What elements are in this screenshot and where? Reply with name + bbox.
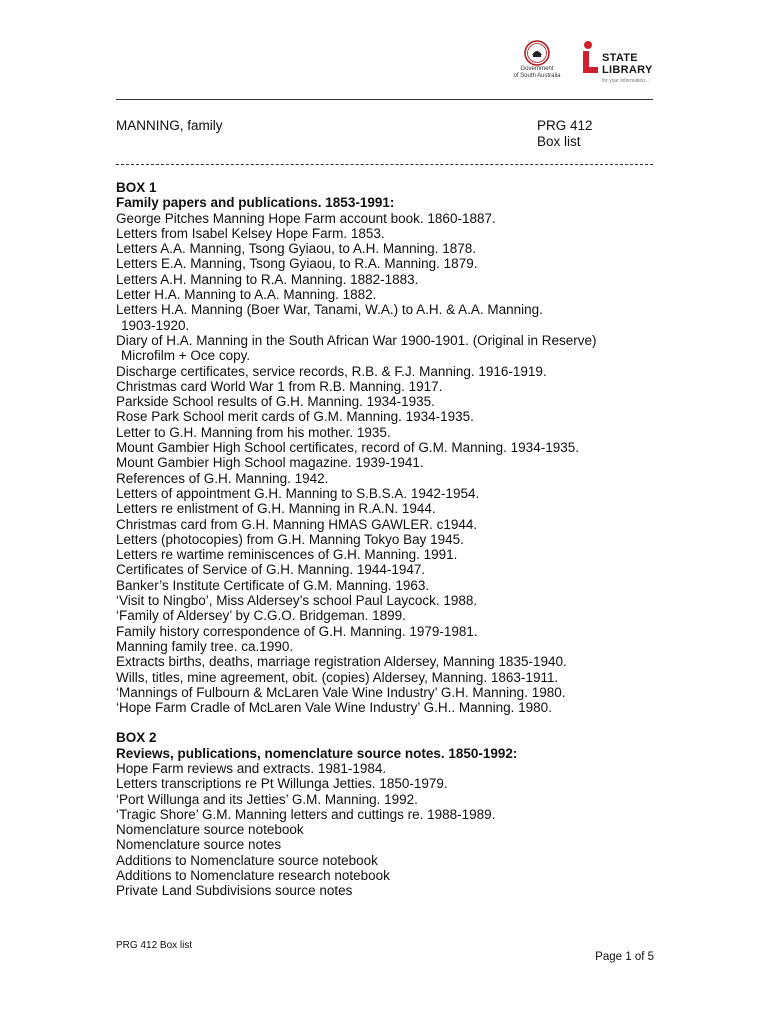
list-item: Additions to Nomenclature research notebook [116, 868, 390, 884]
state-badge-icon [524, 40, 550, 66]
list-item: Mount Gambier High School certificates, record of G.M. Manning. 1934-1935. [116, 440, 579, 456]
list-item: Additions to Nomenclature source notebook [116, 852, 378, 868]
list-item: Hope Farm reviews and extracts. 1981-1984. [116, 760, 387, 776]
list-item: ‘Hope Farm Cradle of McLaren Vale Wine Industry’ G.H.. Manning. 1980. [116, 700, 552, 716]
box-section [116, 180, 676, 715]
state-library-logo [578, 40, 670, 88]
series-number: PRG 412 [537, 118, 593, 133]
list-item: Mount Gambier High School magazine. 1939-1941. [116, 455, 424, 471]
list-item: 1903-1920. [121, 317, 190, 333]
box-title: Reviews, publications, nomenclature source notes. 1850-1992: [116, 745, 518, 761]
list-item: Letter to G.H. Manning from his mother. 1935. [116, 424, 391, 440]
list-item: ‘Visit to Ningbo’, Miss Aldersey’s school Paul Laycock. 1988. [116, 593, 478, 609]
list-item: ‘Tragic Shore’ G.M. Manning letters and cuttings re. 1988-1989. [116, 806, 496, 822]
list-item: Letter H.A. Manning to A.A. Manning. 1882. [116, 287, 377, 303]
list-item: ‘Family of Aldersey’ by C.G.O. Bridgeman. 1899. [116, 608, 406, 624]
gov-logo-line-1: Government [520, 66, 554, 72]
list-item: Letters of appointment G.H. Manning to S.B.S.A. 1942-1954. [116, 485, 480, 501]
list-item: Banker’s Institute Certificate of G.M. Manning. 1963. [116, 577, 430, 593]
list-item: Discharge certificates, service records, R.B. & F.J. Manning. 1916-1919. [116, 363, 547, 379]
library-logo-line-2: LIBRARY [602, 64, 653, 76]
list-item: Microfilm + Oce copy. [121, 348, 251, 364]
box-title: Family papers and publications. 1853-1991: [116, 195, 395, 211]
box-label: BOX 1 [116, 180, 157, 195]
series-block [537, 118, 593, 150]
list-item: Manning family tree. ca.1990. [116, 638, 294, 654]
box-label: BOX 2 [116, 730, 157, 746]
list-item: Christmas card from G.H. Manning HMAS GAWLER. c1944. [116, 516, 478, 532]
meta-divider [116, 164, 653, 165]
list-item: Christmas card World War 1 from R.B. Manning. 1917. [116, 378, 443, 394]
document-type: Box list [537, 134, 581, 149]
list-item: References of G.H. Manning. 1942. [116, 470, 329, 486]
list-item: Letters from Isabel Kelsey Hope Farm. 1853. [116, 225, 385, 241]
list-item: Letters re enlistment of G.H. Manning in R.A.N. 1944. [116, 501, 436, 517]
library-l-icon [578, 40, 600, 80]
page-number: Page 1 of 5 [595, 951, 654, 963]
list-item: ‘Mannings of Fulbourn & McLaren Vale Wine Industry’ G.H. Manning. 1980. [116, 684, 566, 700]
list-item: Private Land Subdivisions source notes [116, 883, 353, 899]
list-item: Extracts births, deaths, marriage registration Aldersey, Manning 1835-1940. [116, 654, 567, 670]
list-item: Nomenclature source notes [116, 837, 282, 853]
list-item: Letters A.H. Manning to R.A. Manning. 1882-1883. [116, 271, 419, 287]
list-item: Letters E.A. Manning, Tsong Gyiaou, to R.A. Manning. 1879. [116, 256, 478, 272]
list-item: Letters A.A. Manning, Tsong Gyiaou, to A.H. Manning. 1878. [116, 241, 476, 257]
list-item: Certificates of Service of G.H. Manning. 1944-1947. [116, 562, 426, 578]
box-section [116, 715, 676, 898]
list-item: Letters transcriptions re Pt Willunga Jetties. 1850-1979. [116, 776, 448, 792]
section-spacer [116, 715, 676, 730]
list-item: Diary of H.A. Manning in the South African War 1900-1901. (Original in Reserve) [116, 332, 597, 348]
header-logos [500, 40, 670, 90]
list-item: Nomenclature source notebook [116, 822, 304, 838]
list-item: Family history correspondence of G.H. Manning. 1979-1981. [116, 623, 478, 639]
library-tagline: for your information... [602, 78, 650, 84]
list-item: Letters (photocopies) from G.H. Manning Tokyo Bay 1945. [116, 531, 464, 547]
gov-logo-line-2: of South Australia [513, 73, 561, 79]
box-list [116, 180, 676, 899]
header-divider [116, 99, 653, 100]
list-item: Rose Park School merit cards of G.M. Manning. 1934-1935. [116, 409, 474, 425]
footer-doc-ref: PRG 412 Box list [116, 940, 193, 951]
collection-name: MANNING, family [116, 118, 223, 133]
list-item: ‘Port Willunga and its Jetties’ G.M. Manning. 1992. [116, 791, 418, 807]
list-item: Letters re wartime reminiscences of G.H. Manning. 1991. [116, 547, 458, 563]
list-item: Parkside School results of G.H. Manning. 1934-1935. [116, 394, 435, 410]
government-of-south-australia-logo [505, 40, 569, 88]
library-logo-line-1: STATE [602, 52, 638, 64]
list-item: Letters H.A. Manning (Boer War, Tanami, W.A.) to A.H. & A.A. Manning. [116, 302, 543, 318]
list-item: George Pitches Manning Hope Farm account book. 1860-1887. [116, 210, 496, 226]
list-item: Wills, titles, mine agreement, obit. (copies) Aldersey, Manning. 1863-1911. [116, 669, 559, 685]
